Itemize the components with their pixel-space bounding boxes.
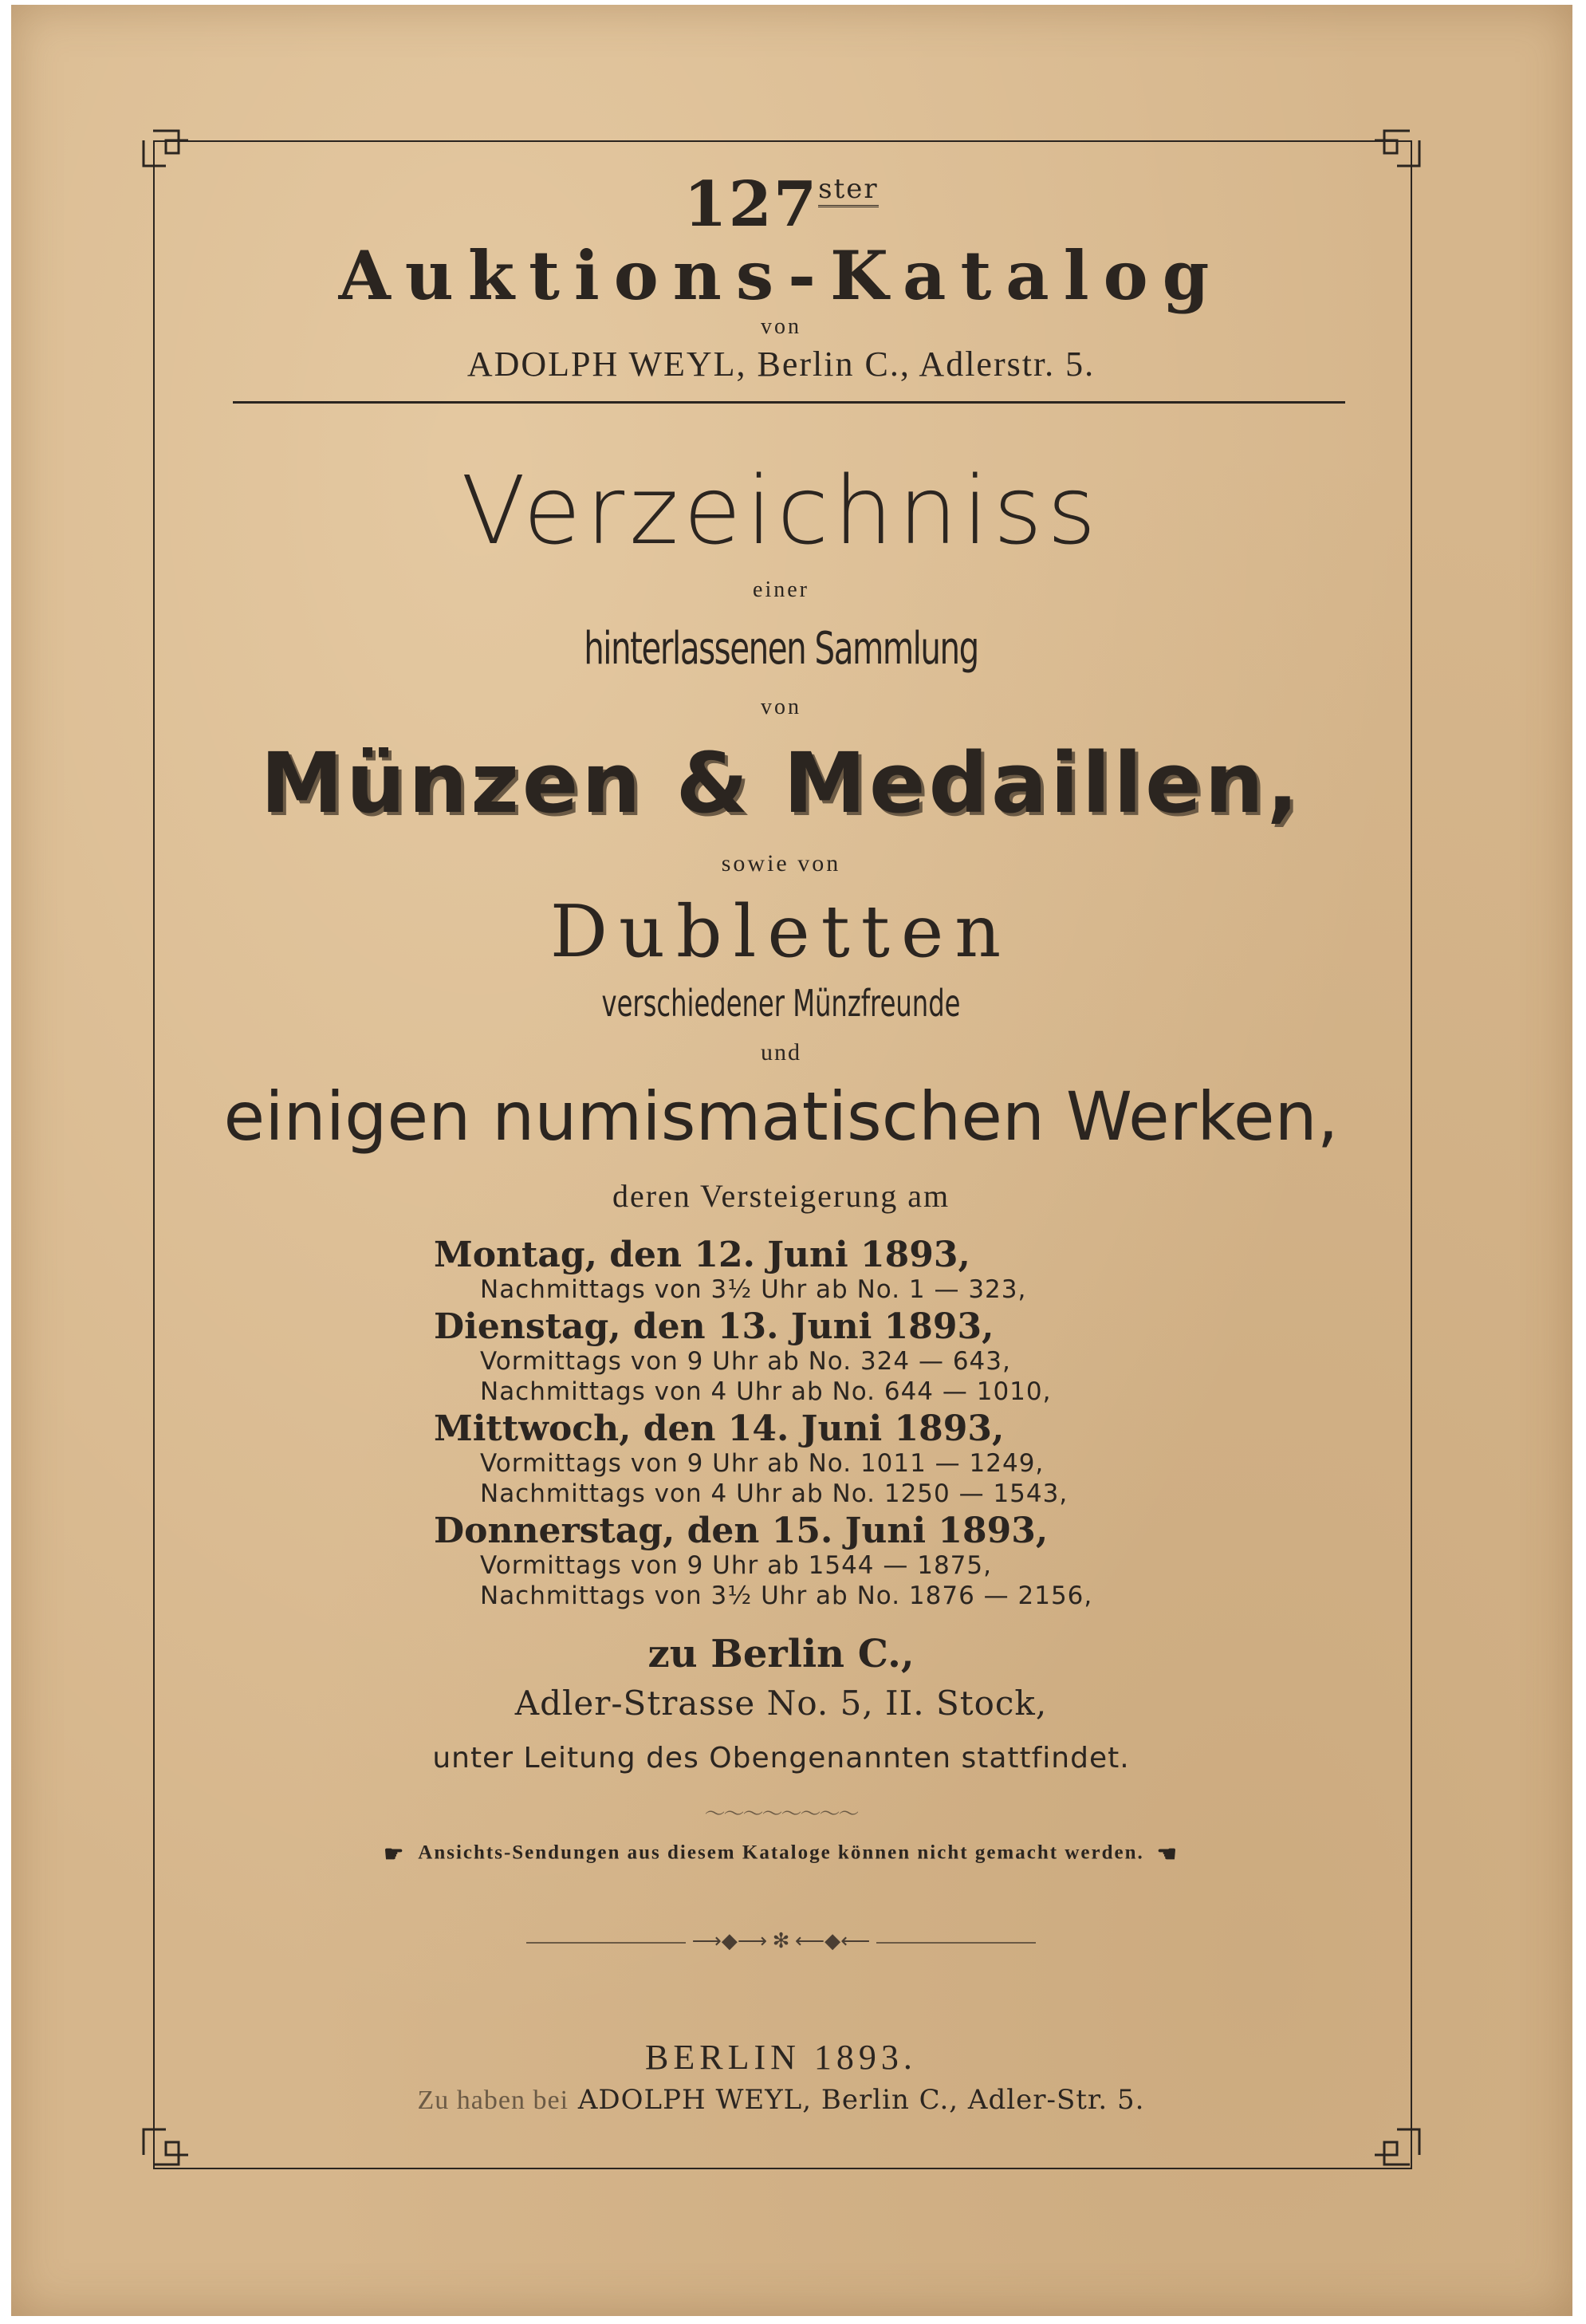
wavy-divider: 〜〜〜〜〜〜〜〜 (704, 1802, 858, 1826)
session-line: Vormittags von 9 Uhr ab No. 1011 — 1249, (480, 1449, 1045, 1478)
session-line: Vormittags von 9 Uhr ab No. 324 — 643, (480, 1347, 1011, 1376)
session-line: Nachmittags von 3½ Uhr ab No. 1876 — 2156, (480, 1582, 1093, 1610)
werken-heading: einigen numismatischen Werken, (223, 1077, 1339, 1156)
corner-ornament-icon (1373, 2118, 1421, 2166)
header-divider (233, 401, 1345, 404)
pointing-hand-right-icon: ☛ (384, 1842, 406, 1867)
notice-text: Ansichts-Sendungen aus diesem Kataloge können nicht gemacht werden. (418, 1841, 1144, 1864)
dubletten-heading: Dubletten (549, 890, 1013, 974)
sowie-von-label: sowie von (721, 850, 841, 876)
einer-label: einer (753, 577, 809, 602)
publisher-line: ADOLPH WEYL, Berlin C., Adlerstr. 5. (466, 345, 1096, 384)
seller-name: ADOLPH WEYL, Berlin C., Adler-Str. 5. (577, 2084, 1145, 2116)
zu-haben-label: Zu haben bei (417, 2086, 569, 2115)
verschiedener-line: verschiedener Münzfreunde (601, 982, 961, 1025)
pointing-hand-left-icon: ☚ (1156, 1842, 1179, 1867)
day-title: Donnerstag, den 15. Juni 1893, (434, 1511, 1049, 1551)
auction-schedule (434, 1233, 1231, 1611)
von-label: von (761, 314, 801, 339)
deren-line: deren Versteigerung am (612, 1178, 950, 1214)
catalog-number-suffix: ster (818, 173, 879, 207)
day-title: Mittwoch, den 14. Juni 1893, (434, 1408, 1005, 1449)
von-label-2: von (761, 695, 801, 719)
catalog-number (153, 168, 1409, 241)
verzeichniss-heading: Verzeichniss (461, 455, 1101, 565)
muenzen-medaillen-heading: Münzen & Medaillen, (260, 735, 1302, 832)
ornamental-divider: ⟶◆⟶ ✻ ⟵◆⟵ (153, 1929, 1409, 1953)
notice-line (153, 1841, 1409, 1868)
catalog-title: Auktions-Katalog (338, 236, 1224, 315)
catalog-number-value: 127 (683, 168, 819, 241)
venue-city: zu Berlin C., (647, 1632, 915, 1676)
session-line: Vormittags von 9 Uhr ab 1544 — 1875, (480, 1551, 992, 1580)
session-line: Nachmittags von 3½ Uhr ab No. 1 — 323, (480, 1275, 1027, 1304)
session-line: Nachmittags von 4 Uhr ab No. 644 — 1010, (480, 1377, 1052, 1406)
day-title: Montag, den 12. Juni 1893, (434, 1235, 970, 1275)
day-title: Dienstag, den 13. Juni 1893, (434, 1306, 994, 1347)
und-label: und (761, 1039, 801, 1065)
place-year: BERLIN 1893. (645, 2038, 917, 2077)
catalog-page (11, 5, 1572, 2316)
corner-ornament-icon (142, 2118, 190, 2166)
venue-address: Adler-Strasse No. 5, II. Stock, (514, 1684, 1048, 1723)
seller-line (153, 2084, 1409, 2116)
venue-leitung: unter Leitung des Obengenannten stattfindet. (432, 1742, 1130, 1775)
session-line: Nachmittags von 4 Uhr ab No. 1250 — 1543, (480, 1479, 1068, 1508)
hinterlassenen-line: hinterlassenen Sammlung (584, 623, 978, 675)
